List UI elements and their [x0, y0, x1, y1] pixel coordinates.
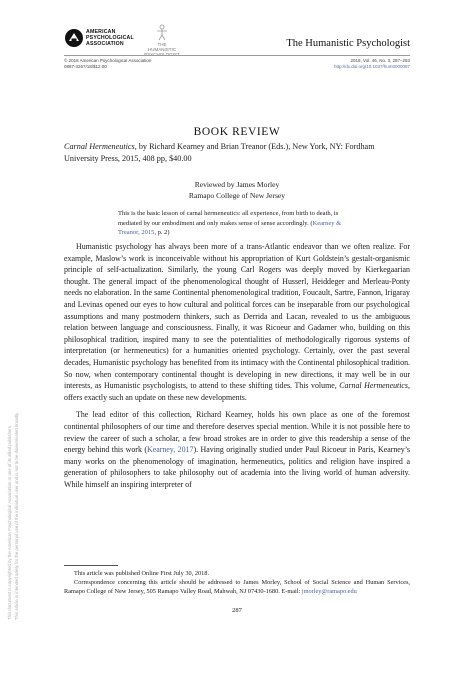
apa-logo-text: AMERICAN PSYCHOLOGICAL ASSOCIATION	[86, 29, 134, 48]
reviewer-name: Reviewed by James Morley	[194, 180, 280, 189]
apa-logo	[64, 26, 144, 52]
humanistic-psychologist-logo	[136, 24, 186, 56]
doi-link[interactable]: http://dx.doi.org/10.1037/hum0000097	[333, 64, 410, 69]
section-title: BOOK REVIEW	[193, 126, 281, 138]
book-title: Carnal Hermeneutics	[64, 142, 135, 151]
reviewer-affiliation: Ramapo College of New Jersey	[188, 190, 286, 200]
published-note: This article was published Online First July 30, 2018.	[74, 570, 210, 577]
epigraph-text: This is the basic lesson of carnal hermeneutics: all experience, from birth to death, is mediated by our embodiment and only makes sense of sense accordingly. (	[118, 210, 339, 227]
apa-emblem-icon	[64, 28, 84, 48]
copyright-side-note	[1, 150, 21, 620]
book-title-inline: Carnal Hermeneutics	[339, 381, 409, 391]
journal-title: The Humanistic Psychologist	[286, 38, 410, 49]
page-number: 287	[232, 607, 242, 614]
footnote-rule	[64, 565, 118, 566]
epigraph	[118, 209, 358, 238]
reviewer-block	[0, 180, 474, 201]
body-paragraph: The lead editor of this collection, Richard Kearney, holds his own place as one of the foremost continental philosophers of our time and therefore deserves special mention. While it is not possible here to review the career of such a scholar, a few broad strokes are in order to give this readership a sense of the energy behind this work (Kearney, 2017). Having originally studied under Paul Ricoeur in Paris, Kearney’s many works on the phenomenology of imagination, hermeneutics, politics and religion have inspired a generation of philosophers to take philosophy out of academia into the living world of human adversity. While himself an inspiring interpreter of	[64, 410, 410, 489]
kearney-2017-citation-link[interactable]: Kearney, 2017	[147, 445, 194, 455]
body-paragraph: Humanistic psychology has always been more of a trans-Atlantic endeavor than we often realize. For example, Maslow’s work is inconceivable without his appropriation of Kurt Goldstein’s gestalt-organismic principle of self-actualization. Similarly, the young Carl Rogers was deeply moved by Kierkegaarian thought. The general impact of the phenomenological thought of Husserl, Heiddeger and Merleau-Ponty needs no elaboration. In the same Continental phenomenological tradition, Foucault, Sartre, Fannon, Irigaray and Levinas opened our eyes to how cultural and political forces can be inseparable from our psychological assumptions and many postmodern thinkers, such as Derrida and Lacan, revealed to us the ambiguous relation between language and consciousness. Finally, it was Ricoeur and Gadamer who, building on this philosophical tradition, inspired many to see the potentialities of methodologically rigorous systems of interpretation (or hermeneutics) for a humanities oriented psychology. Certainly, over the past several decades, Humanistic psychology has benefited from its intimacy with the Continental philosophical tradition. So now, when contemporary continental thought is developing in new directions, it may well be in our interests, as Humanistic psychologists, to attend to these shifting tides. This volume, Carnal Hermeneutics, offers exactly such an update on these new developments.	[64, 242, 410, 402]
header-rule	[64, 55, 410, 56]
volume-info: 2018, Vol. 46, No. 3, 287–293	[350, 58, 410, 63]
book-details: , by Richard Kearney and Brian Treanor (Eds.), New York, NY: Fordham University Press, 2015, 408 pp, $40.00	[64, 142, 375, 164]
epigraph-page: , p. 2)	[154, 229, 170, 237]
issn-line: 0887-3267/18/$12.00	[64, 64, 107, 69]
figure-emblem-icon	[154, 24, 170, 41]
copyright-line: © 2018 American Psychological Association	[64, 58, 152, 63]
correspondence-note: Correspondence concerning this article should be addressed to James Morley, School of Social Science and Human Services, Ramapo College of New Jersey, 505 Ramapo Valley Road, Mahwah, NJ 07430-1680. E-mail: jmorley@ramapo.edu	[64, 579, 410, 595]
correspondence-email-link[interactable]: jmorley@ramapo.edu	[301, 588, 357, 595]
side-note-line-2: This article is intended solely for the personal use of the individual user and is not to be disseminated broadly.	[14, 412, 19, 620]
side-note-line-1: This document is copyrighted by the American Psychological Association or one of its allied publishers.	[7, 424, 12, 620]
epigraph-citation-link[interactable]: Kearney & Treanor, 2015	[118, 219, 342, 237]
publication-meta-left	[64, 58, 151, 70]
book-citation	[64, 141, 410, 166]
division-logo-text: THE HUMANISTIC	[148, 42, 176, 52]
publication-meta-right	[334, 58, 410, 70]
article-body	[64, 241, 410, 490]
footnotes	[64, 569, 410, 596]
